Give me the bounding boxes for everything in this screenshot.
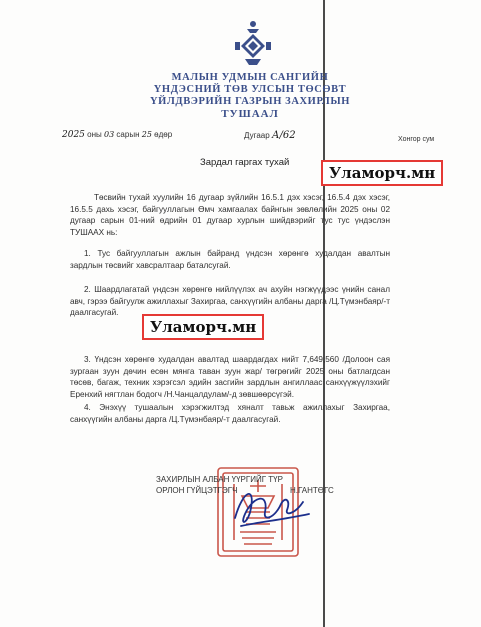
number-value: А/62 <box>271 130 296 141</box>
document-title: Зардал гаргах тухай <box>200 157 290 168</box>
date-line <box>62 130 172 140</box>
clause-2: 2. Шаардлагатай үндсэн хөрөнгө нийлүүлэх ач ахуйн нэгжүүдээс үнийн санал авч, гэрээ байгуулж ажиллахыг Захиргаа, санхүүгийн албаны дарга /Ц.Түмэнбаяр/-т даалгасугай. <box>70 285 390 317</box>
signatory-name: Н.ГАНТӨГС <box>290 486 334 495</box>
date-year: 2025 <box>62 130 85 140</box>
clause-4: 4. Энэхүү тушаалын хэрэгжилтэд хяналт тавьж ажиллахыг Захиргаа, санхүүгийн албаны дарга /Ц.Түмэнбаяр/-т даалгасугай. <box>70 403 390 424</box>
header-line-2: ҮНДЭСНИЙ ТӨВ УЛСЫН ТӨСӨВТ <box>153 84 347 95</box>
watermark-badge: Уламорч.мн <box>321 160 443 186</box>
date-day: 25 <box>141 130 152 139</box>
document-type: ТУШААЛ <box>221 108 279 120</box>
clause-3: 3. Үндсэн хөрөнгө худалдан авалтад шаардагдах нийт 7,649,560 /Долоон сая зургаан зуун дөчин есөн мянга таван зуун жар/ төгрөгийг 2025 оны батлагдсан төсөв, багаж, техник хэрэгсэл эдийн засгийн зардлын ангиллаас санхүүжүүлэхийг Еренхий нягтлан бодогч /Н.Чанцалдулам/-д зөвшөөрсүгэй. <box>70 355 390 399</box>
signatory-title-line-2: ОРЛОН ГҮЙЦЭТГЭГЧ <box>156 486 238 495</box>
watermark-badge: Уламорч.мн <box>142 314 264 340</box>
handwritten-signature-icon <box>225 478 315 538</box>
national-emblem-icon <box>233 20 273 66</box>
number-label: Дугаар <box>244 131 270 140</box>
header-line-3: ҮЙЛДВЭРИЙН ГАЗРЫН ЗАХИРЛЫН <box>150 96 350 107</box>
city: Хонгор сум <box>398 136 435 143</box>
clause-1: 1. Тус байгууллагын ажлын байранд үндсэн хөрөнгө худалдан авалтын зардлын төсвийг хавсралтаар баталсугай. <box>70 249 390 270</box>
intro-paragraph: Төсвийн тухай хуулийн 16 дугаар зүйлийн 16.5.1 дэх хэсэг, 16.5.4 дэх хэсэг, 16.5.5 дахь хэсэг, байгууллагын Өмч хамгаалах байнгын зөвлөлийн 2025 оны 02 дугаар сарын 01-ний өдрийн 01 дугаар хурлын шийдвэрийг тус тус үндэслэн ТУШААХ нь: <box>70 193 390 237</box>
date-year-suffix: оны <box>87 130 102 139</box>
header-line-1: МАЛЫН УДМЫН САНГИЙН <box>171 72 329 83</box>
date-day-suffix: өдөр <box>154 130 173 139</box>
date-month-suffix: сарын <box>116 130 140 139</box>
date-month: 03 <box>104 130 115 139</box>
signatory-title-line-1: ЗАХИРЛЫН АЛБАН ҮҮРГИЙГ ТҮР <box>156 475 283 484</box>
document-number <box>244 130 296 141</box>
